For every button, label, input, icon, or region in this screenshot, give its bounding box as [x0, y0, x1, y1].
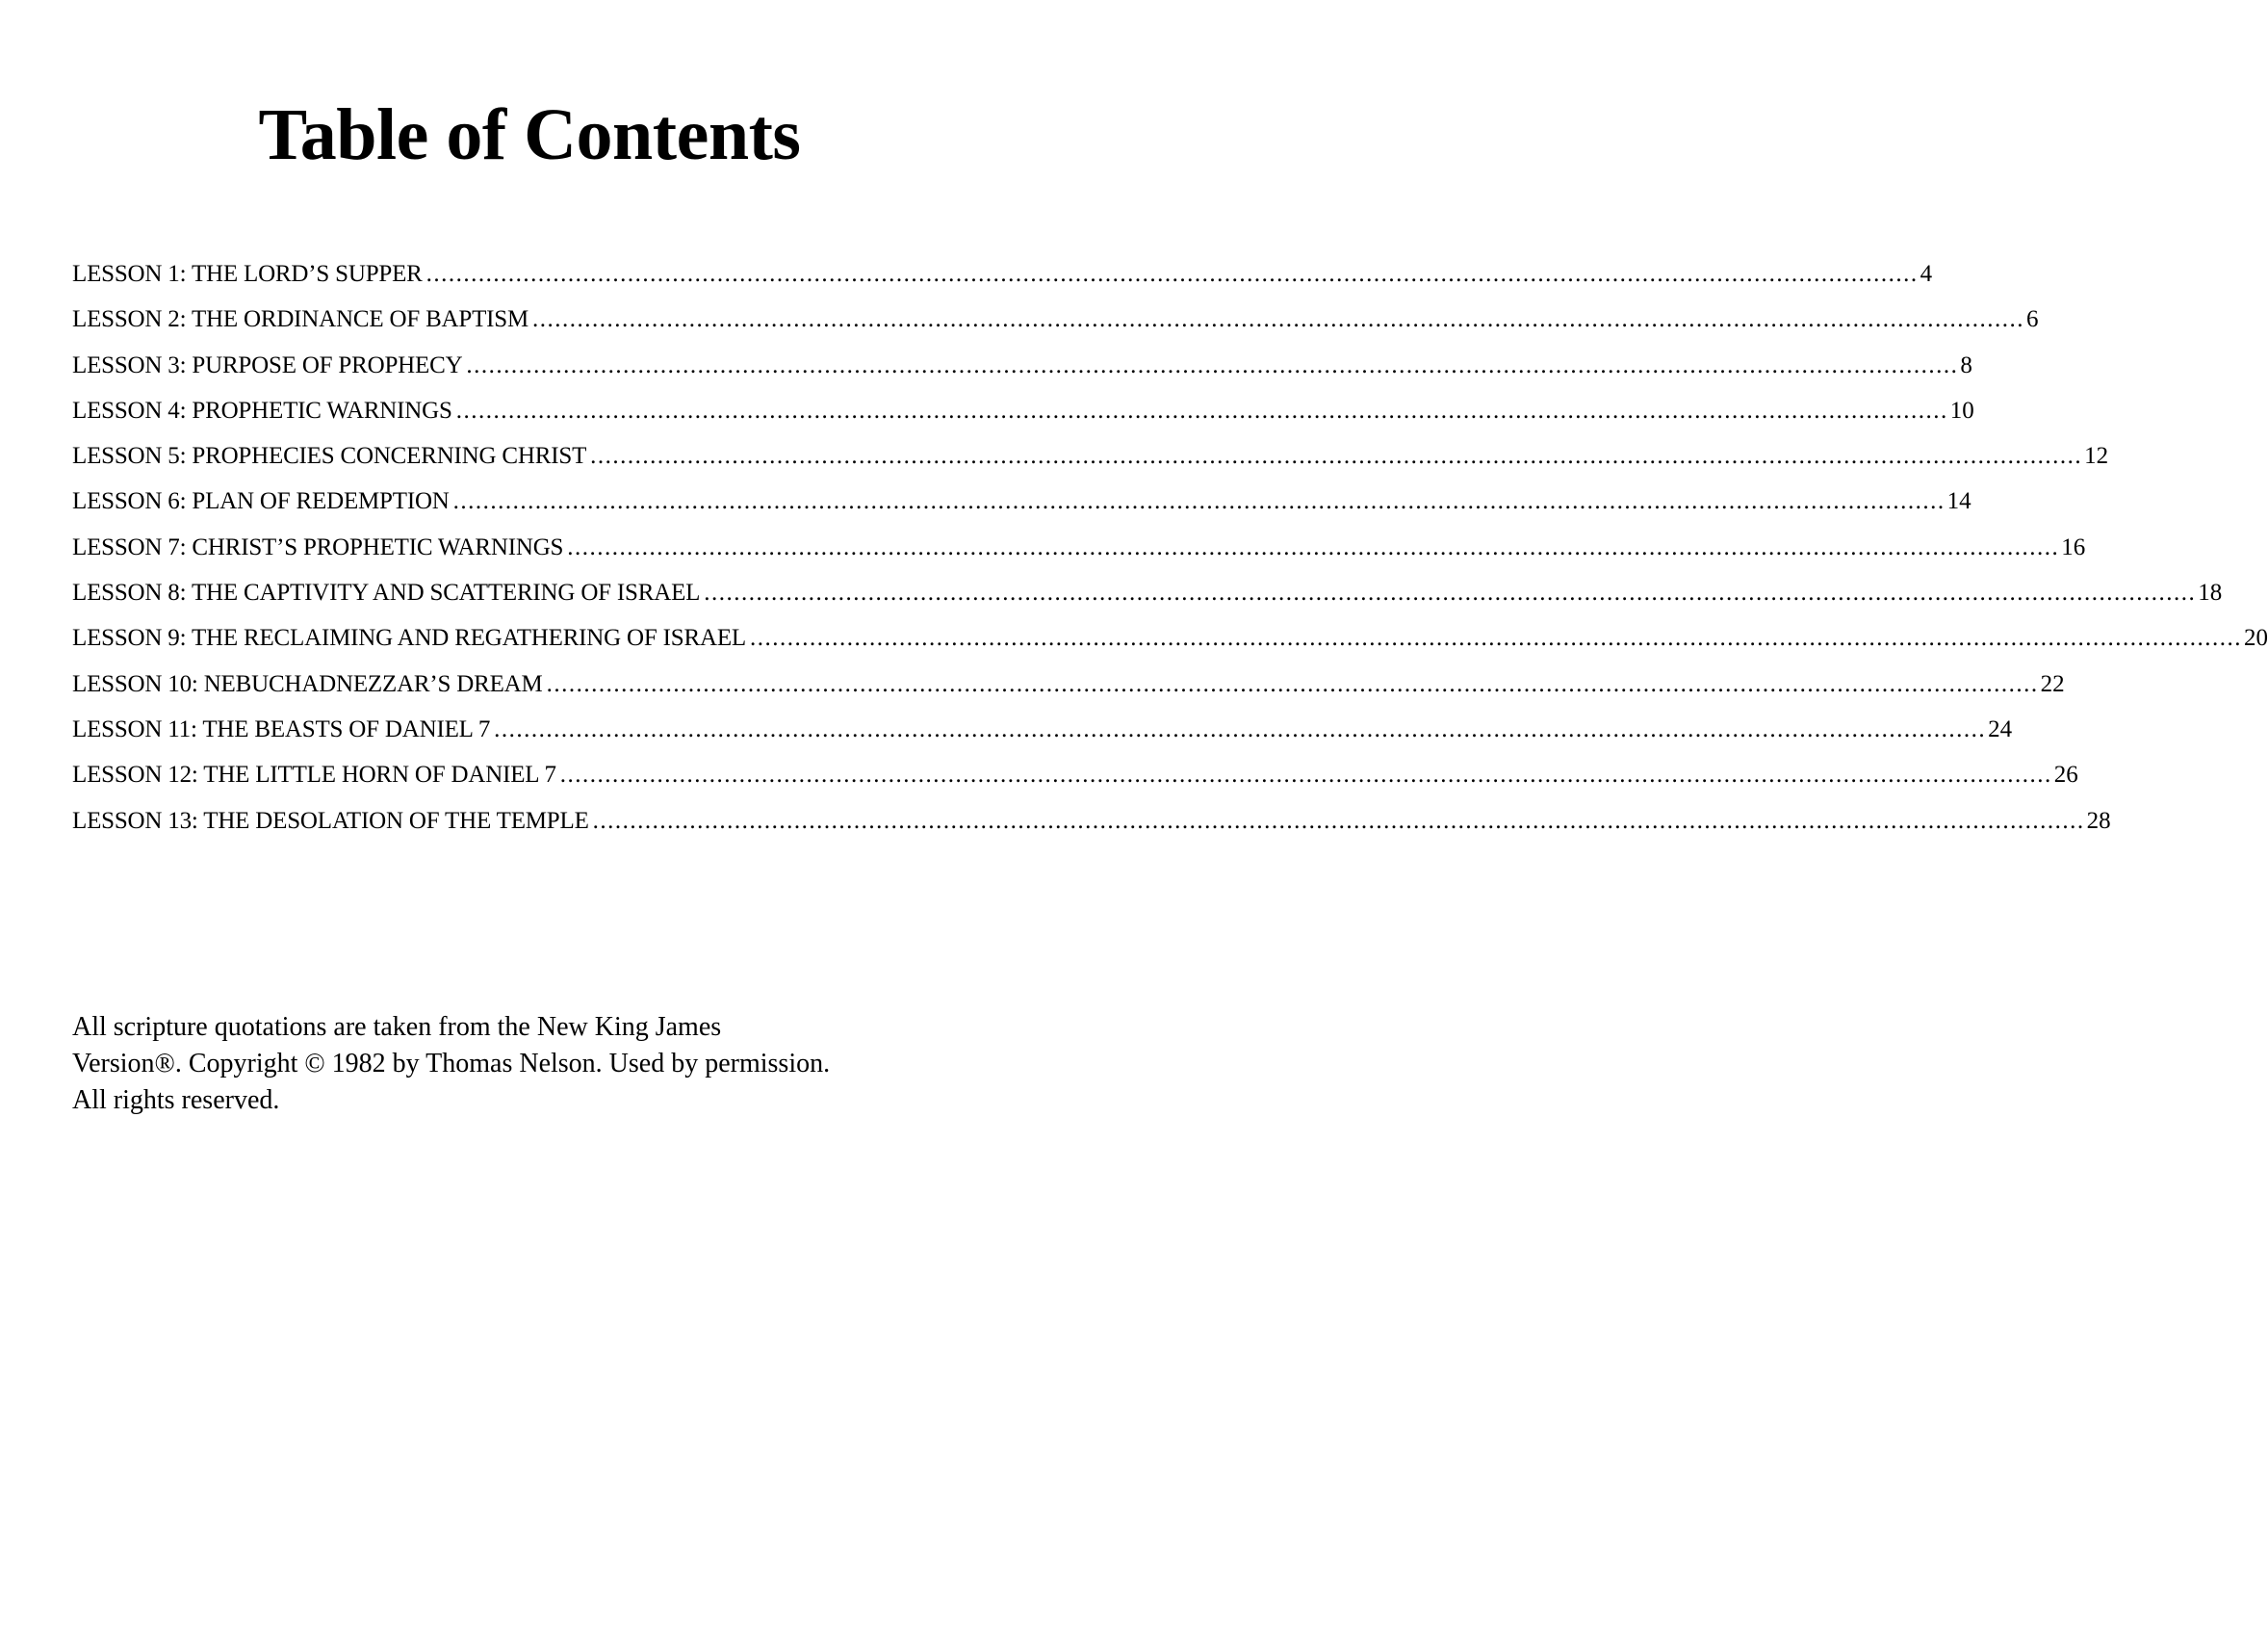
toc-entry — [72, 306, 2039, 352]
toc-dot-leader: ........................................................................................................................................................................................................ — [494, 715, 1987, 742]
toc-entry-page-number: 12 — [2084, 443, 2109, 470]
copyright-notice-line: Version®. Copyright © 1982 by Thomas Nelson. Used by permission. — [72, 1049, 831, 1078]
toc-entry — [72, 807, 2111, 854]
toc-dot-leader: ........................................................................................................................................................................................................ — [425, 261, 1919, 287]
toc-dot-leader: ........................................................................................................................................................................................................ — [559, 762, 2052, 789]
toc-dot-leader: ........................................................................................................................................................................................................ — [452, 488, 1946, 515]
toc-entry — [72, 625, 2268, 671]
toc-entry-page-number: 14 — [1946, 488, 1972, 515]
toc-dot-leader: ........................................................................................................................................................................................................ — [590, 443, 2083, 470]
toc-entry-label: LESSON 2: THE ORDINANCE OF BAPTISM — [72, 306, 529, 333]
toc-entry — [72, 261, 1933, 307]
toc-entry-label: LESSON 13: THE DESOLATION OF THE TEMPLE — [72, 807, 589, 834]
table-of-contents — [72, 261, 2268, 854]
toc-entry-page-number: 22 — [2040, 670, 2065, 697]
toc-entry-label: LESSON 12: THE LITTLE HORN OF DANIEL 7 — [72, 762, 556, 789]
toc-entry — [72, 580, 2223, 626]
toc-entry-label: LESSON 1: THE LORD’S SUPPER — [72, 261, 423, 287]
toc-entry-page-number: 6 — [2026, 306, 2039, 333]
page-title: Table of Contents — [258, 94, 801, 175]
toc-entry-page-number: 20 — [2243, 625, 2268, 652]
toc-entry-page-number: 28 — [2086, 807, 2111, 834]
copyright-notice-line: All rights reserved. — [72, 1085, 280, 1115]
toc-entry — [72, 715, 2013, 763]
toc-entry-label: LESSON 9: THE RECLAIMING AND REGATHERING OF ISRAEL — [72, 625, 746, 652]
toc-entry-page-number: 26 — [2053, 762, 2078, 789]
toc-dot-leader: ........................................................................................................................................................................................................ — [567, 533, 2060, 560]
toc-entry-label: LESSON 6: PLAN OF REDEMPTION — [72, 488, 450, 515]
toc-entry — [72, 443, 2109, 489]
toc-dot-leader: ........................................................................................................................................................................................................ — [704, 580, 2197, 607]
toc-dot-leader: ........................................................................................................................................................................................................ — [546, 670, 2039, 697]
toc-entry — [72, 762, 2078, 808]
copyright-notice-line: All scripture quotations are taken from the New King James — [72, 1012, 722, 1042]
toc-dot-leader: ........................................................................................................................................................................................................ — [749, 625, 2242, 652]
toc-entry — [72, 397, 1974, 444]
toc-entry-label: LESSON 11: THE BEASTS OF DANIEL 7 — [72, 715, 491, 742]
toc-entry-label: LESSON 8: THE CAPTIVITY AND SCATTERING OF ISRAEL — [72, 580, 701, 607]
toc-entry-label: LESSON 10: NEBUCHADNEZZAR’S DREAM — [72, 670, 543, 697]
toc-dot-leader: ........................................................................................................................................................................................................ — [592, 807, 2085, 834]
toc-dot-leader: ........................................................................................................................................................................................................ — [466, 351, 1959, 378]
toc-dot-leader: ........................................................................................................................................................................................................ — [455, 397, 1948, 424]
toc-entry-page-number: 10 — [1949, 397, 1974, 424]
copyright-notice — [72, 1009, 939, 1119]
toc-entry-page-number: 18 — [2198, 580, 2223, 607]
toc-entry-page-number: 8 — [1960, 351, 1972, 378]
toc-dot-leader: ........................................................................................................................................................................................................ — [532, 306, 2025, 333]
toc-entry-label: LESSON 7: CHRIST’S PROPHETIC WARNINGS — [72, 533, 564, 560]
toc-entry — [72, 351, 1972, 399]
toc-entry — [72, 488, 1972, 534]
toc-entry-page-number: 4 — [1920, 261, 1933, 287]
toc-entry-page-number: 24 — [1988, 715, 2013, 742]
toc-entry-label: LESSON 4: PROPHETIC WARNINGS — [72, 397, 452, 424]
toc-entry — [72, 670, 2065, 717]
toc-entry — [72, 533, 2086, 581]
toc-entry-label: LESSON 3: PURPOSE OF PROPHECY — [72, 351, 463, 378]
toc-entry-page-number: 16 — [2061, 533, 2086, 560]
toc-entry-label: LESSON 5: PROPHECIES CONCERNING CHRIST — [72, 443, 587, 470]
